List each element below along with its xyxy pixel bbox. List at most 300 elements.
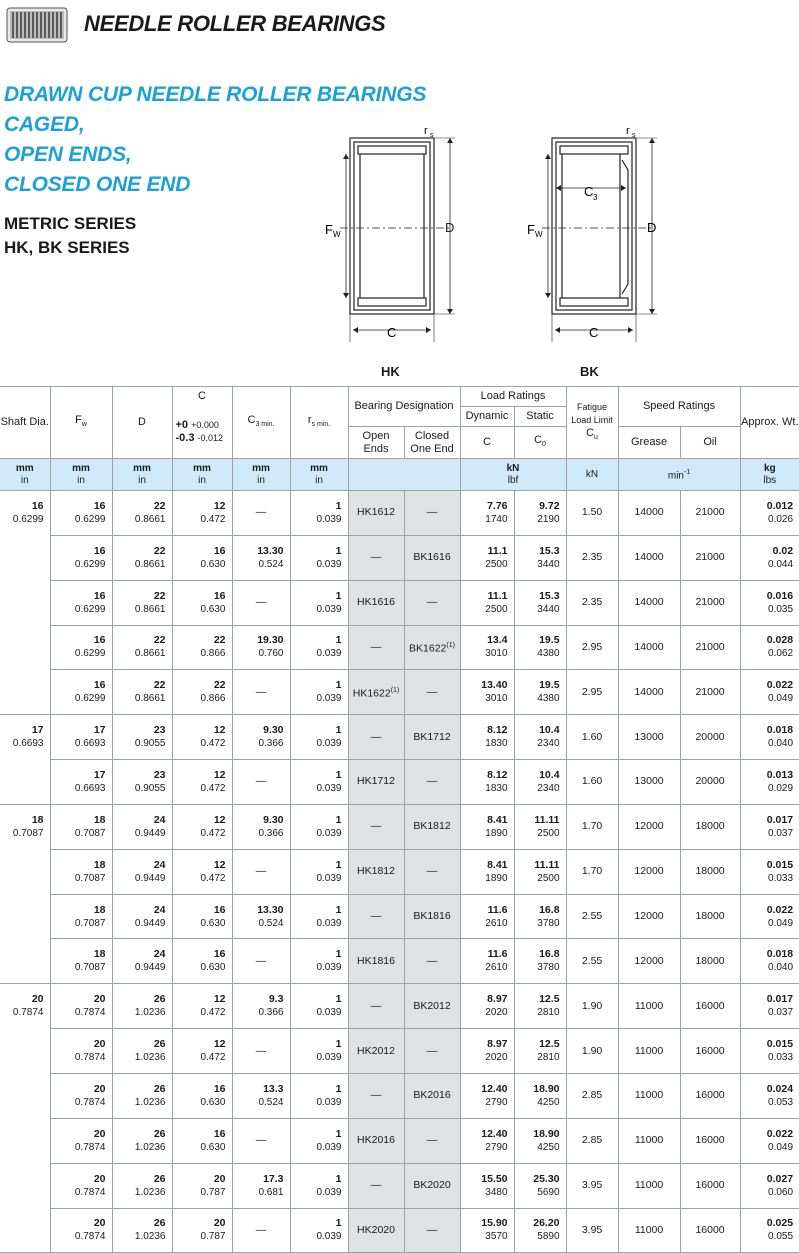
table-cell	[0, 939, 50, 984]
table-cell	[290, 804, 348, 849]
table-cell	[404, 984, 460, 1029]
cell-value: —	[370, 1089, 382, 1102]
table-cell	[618, 1163, 680, 1208]
cell-value-secondary: 0.033	[768, 1052, 794, 1064]
table-cell	[740, 804, 799, 849]
table-cell	[0, 1163, 50, 1208]
cell-value-primary: 26	[153, 1038, 166, 1051]
cell-value: BK2020	[413, 1179, 451, 1192]
hk-series-label: HK	[381, 364, 400, 379]
table-cell	[232, 984, 290, 1029]
cell-value-secondary: 0.039	[316, 513, 342, 525]
table-cell	[514, 491, 566, 536]
table-row	[0, 670, 799, 715]
table-cell	[50, 939, 112, 984]
hk-cross-section-diagram	[320, 120, 520, 350]
cell-value: 18000	[695, 865, 725, 878]
cell-value: 12000	[634, 954, 664, 967]
cell-value: 1.90	[581, 999, 603, 1012]
cell-value: 14000	[634, 551, 664, 564]
cell-value-secondary: 0.8661	[134, 693, 166, 705]
dynamic-header: Dynamic	[460, 407, 514, 427]
cell-value-secondary: 0.9055	[134, 782, 166, 794]
table-cell	[618, 804, 680, 849]
cell-value-primary: 8.97	[487, 1038, 508, 1051]
cell-value-secondary: 0.7874	[74, 1231, 106, 1243]
cell-value-secondary: 2500	[485, 603, 508, 615]
fw-header: $F_w$	[50, 387, 112, 459]
cell-value: 18000	[695, 954, 725, 967]
cell-value: 1.70	[581, 865, 603, 878]
cell-value-secondary: 2500	[537, 872, 560, 884]
cell-value-primary: 16	[93, 544, 106, 557]
cell-value-secondary: 0.787	[200, 1186, 226, 1198]
cell-value: 16000	[695, 1134, 725, 1147]
cell-value-secondary: 0.524	[258, 1096, 284, 1108]
table-cell	[50, 670, 112, 715]
cell-value-primary: 16	[213, 948, 226, 961]
cell-value-secondary: 2790	[485, 1096, 508, 1108]
cell-value-primary: 22	[213, 634, 226, 647]
cell-value: 21000	[695, 596, 725, 609]
table-cell	[112, 1073, 172, 1118]
cell-value-primary: 1	[335, 1217, 342, 1230]
cell-value-secondary: 0.9449	[134, 962, 166, 974]
cell-value-secondary: 2500	[537, 827, 560, 839]
cell-value-secondary: 0.039	[316, 962, 342, 974]
table-cell	[50, 625, 112, 670]
bk-series-label: BK	[580, 364, 599, 379]
unit-cell: kg lbs	[740, 459, 799, 491]
table-cell	[514, 984, 566, 1029]
cell-value-primary: 7.76	[487, 499, 508, 512]
cell-value-primary: 10.4	[539, 768, 560, 781]
cell-value-secondary: 0.681	[258, 1186, 284, 1198]
cell-value: HK1812	[357, 865, 395, 878]
cell-value-primary: 20	[93, 1127, 106, 1140]
table-cell	[50, 580, 112, 625]
unit-cell: mm in	[50, 459, 112, 491]
table-cell	[404, 580, 460, 625]
table-cell	[460, 715, 514, 760]
table-cell	[290, 580, 348, 625]
table-cell	[348, 849, 404, 894]
table-cell	[404, 1029, 460, 1074]
table-cell	[232, 625, 290, 670]
table-cell	[172, 715, 232, 760]
cell-value: —	[426, 1044, 438, 1057]
cell-value: HK1612	[357, 506, 395, 519]
table-cell	[404, 760, 460, 805]
table-cell	[50, 804, 112, 849]
cell-value: HK1622	[352, 687, 391, 700]
table-cell	[50, 491, 112, 536]
cell-value-secondary: 0.037	[768, 827, 794, 839]
cell-value-secondary: 4380	[537, 693, 560, 705]
table-cell	[0, 1073, 50, 1118]
table-cell	[0, 1208, 50, 1253]
series-heading	[4, 212, 136, 260]
rs-label: r	[626, 125, 630, 137]
cell-value-primary: 26	[153, 1172, 166, 1185]
cell-value-primary: 1	[335, 903, 342, 916]
table-cell	[740, 1163, 799, 1208]
table-cell	[50, 1029, 112, 1074]
cell-value-secondary: 0.039	[316, 1007, 342, 1019]
fw-sub-label: W	[535, 230, 543, 239]
rs-sub-label: s	[632, 132, 636, 139]
table-cell	[618, 939, 680, 984]
table-cell	[680, 804, 740, 849]
cell-value-secondary: 0.7087	[74, 962, 106, 974]
table-row	[0, 580, 799, 625]
designation-header: Bearing Designation	[348, 387, 460, 427]
cell-value-secondary: 0.9449	[134, 827, 166, 839]
cell-value-primary: 13.4	[487, 634, 508, 647]
cell-value-primary: 12.5	[539, 993, 560, 1006]
cell-value-secondary: 0.037	[768, 1007, 794, 1019]
cell-value: HK2020	[357, 1223, 395, 1236]
cell-value-secondary: 4250	[537, 1141, 560, 1153]
dyn-c-header: C	[460, 427, 514, 459]
cell-value-primary: 20	[213, 1172, 226, 1185]
table-cell	[50, 1073, 112, 1118]
table-cell	[112, 760, 172, 805]
table-cell	[0, 535, 50, 580]
cell-value-primary: 9.30	[263, 813, 284, 826]
table-row	[0, 625, 799, 670]
cell-value: 11000	[634, 1223, 664, 1236]
cell-value-secondary: 0.049	[768, 693, 794, 705]
table-cell	[566, 939, 618, 984]
table-cell	[232, 1208, 290, 1253]
table-cell	[566, 804, 618, 849]
cell-value-secondary: 0.6299	[74, 648, 106, 660]
cell-value-primary: 13.30	[257, 544, 284, 557]
table-cell	[348, 804, 404, 849]
cell-value: —	[426, 506, 438, 519]
cell-value-secondary: 0.8661	[134, 513, 166, 525]
cell-value-secondary: 0.630	[200, 558, 226, 570]
cell-value: 20000	[695, 775, 725, 788]
table-cell	[680, 1163, 740, 1208]
table-cell	[514, 760, 566, 805]
cell-value-secondary: 0.039	[316, 917, 342, 929]
cell-value: 1.60	[581, 775, 603, 788]
table-row	[0, 1073, 799, 1118]
cell-value: —	[426, 596, 438, 609]
cell-value-primary: 17	[93, 768, 106, 781]
cell-value-secondary: 0.7087	[74, 827, 106, 839]
cell-value-primary: 16	[213, 1082, 226, 1095]
unit-cell: kN	[566, 459, 618, 491]
cell-value-primary: 24	[153, 813, 166, 826]
cell-value-primary: 15.90	[481, 1217, 508, 1230]
table-cell	[514, 535, 566, 580]
table-cell	[0, 491, 50, 536]
table-cell	[232, 670, 290, 715]
cell-value-primary: 0.024	[766, 1082, 794, 1095]
cell-value-primary: 16	[213, 1127, 226, 1140]
cell-value: HK1816	[357, 954, 395, 967]
table-cell	[618, 625, 680, 670]
cell-value-primary: 15.3	[539, 589, 560, 602]
table-cell	[232, 491, 290, 536]
cell-value-secondary: 2020	[485, 1007, 508, 1019]
cell-value-primary: 23	[153, 724, 166, 737]
cell-value-secondary: 0.8661	[134, 603, 166, 615]
table-cell	[290, 625, 348, 670]
series-line: HK, BK SERIES	[4, 238, 130, 257]
table-cell	[514, 670, 566, 715]
table-cell	[290, 984, 348, 1029]
unit-cell: mm in	[0, 459, 50, 491]
cell-value-primary: 11.6	[487, 903, 508, 916]
footnote-marker: (1)	[446, 642, 455, 650]
table-cell	[618, 1208, 680, 1253]
fw-label: F	[325, 222, 333, 237]
cell-value: 12000	[634, 910, 664, 923]
table-cell	[514, 1073, 566, 1118]
table-cell	[566, 580, 618, 625]
table-cell	[404, 715, 460, 760]
cell-value-primary: 1	[335, 1172, 342, 1185]
cell-value: 18000	[695, 910, 725, 923]
table-cell	[460, 1073, 514, 1118]
cell-value: 12000	[634, 865, 664, 878]
cell-value-secondary: 0.044	[768, 558, 794, 570]
cell-value: HK2016	[357, 1134, 395, 1147]
cell-value-primary: 0.02	[772, 544, 794, 557]
table-cell	[618, 1073, 680, 1118]
table-cell	[460, 894, 514, 939]
cell-value: —	[426, 954, 438, 967]
table-cell	[0, 1029, 50, 1074]
table-cell	[0, 670, 50, 715]
cell-value-primary: 18	[93, 858, 106, 871]
unit-cell	[348, 459, 460, 491]
cell-value-secondary: 1.0236	[134, 1231, 166, 1243]
cell-value-secondary: 0.7874	[74, 1096, 106, 1108]
cell-value-primary: 0.017	[766, 993, 794, 1006]
cell-value-primary: 1	[335, 1127, 342, 1140]
table-cell	[172, 1208, 232, 1253]
table-cell	[680, 580, 740, 625]
table-cell	[172, 670, 232, 715]
cell-value-secondary: 0.9449	[134, 872, 166, 884]
cell-value: —	[370, 730, 382, 743]
table-cell	[172, 491, 232, 536]
table-cell	[566, 670, 618, 715]
subtitle-line: CLOSED ONE END	[4, 173, 191, 196]
cell-value-secondary: 0.060	[768, 1186, 794, 1198]
cell-value: 3.95	[581, 1179, 603, 1192]
cell-value-primary: 1	[335, 589, 342, 602]
table-cell	[50, 984, 112, 1029]
table-cell	[618, 715, 680, 760]
cell-value-secondary: 1830	[485, 782, 508, 794]
cell-value-secondary: 0.366	[258, 738, 284, 750]
cell-value: 16000	[695, 1044, 725, 1057]
cell-value-secondary: 0.039	[316, 1096, 342, 1108]
closed-one-end-header: Closed One End	[404, 427, 460, 459]
cell-value-secondary: 2810	[537, 1052, 560, 1064]
table-cell	[460, 1163, 514, 1208]
table-cell	[232, 1118, 290, 1163]
table-cell	[290, 849, 348, 894]
table-cell	[172, 580, 232, 625]
c-label: C	[589, 325, 599, 340]
cell-value-primary: 8.12	[487, 724, 508, 737]
cell-value-primary: 26	[153, 1127, 166, 1140]
table-cell	[232, 715, 290, 760]
cell-value: 11000	[634, 1044, 664, 1057]
cell-value-secondary: 0.039	[316, 827, 342, 839]
table-row	[0, 1029, 799, 1074]
cell-value-primary: 17	[93, 724, 106, 737]
cell-value-secondary: 0.9055	[134, 738, 166, 750]
subtitle-line: OPEN ENDS,	[4, 143, 132, 166]
table-cell	[404, 670, 460, 715]
needle-bearing-icon	[6, 6, 68, 44]
cell-value: 2.55	[581, 954, 603, 967]
cell-value-secondary: 1890	[485, 827, 508, 839]
cell-value-secondary: 0.787	[200, 1231, 226, 1243]
unit-cell: $\min^{-1}$	[618, 459, 740, 491]
cell-value-primary: 11.1	[487, 589, 508, 602]
table-cell	[290, 1073, 348, 1118]
table-cell	[514, 580, 566, 625]
cell-value-primary: 16	[93, 589, 106, 602]
cell-value-secondary: 0.039	[316, 693, 342, 705]
cell-value-secondary: 2610	[485, 917, 508, 929]
cell-value-primary: 12	[213, 768, 226, 781]
cell-value-primary: 16.8	[539, 948, 560, 961]
table-cell	[232, 1163, 290, 1208]
table-cell	[112, 894, 172, 939]
cell-value-secondary: 0.630	[200, 1096, 226, 1108]
table-cell	[514, 1163, 566, 1208]
cell-value: —	[255, 506, 267, 519]
cell-value-secondary: 0.366	[258, 1007, 284, 1019]
cell-value-primary: 12	[213, 813, 226, 826]
cell-value-secondary: 0.039	[316, 1186, 342, 1198]
table-cell	[566, 625, 618, 670]
table-cell	[618, 580, 680, 625]
cell-value-primary: 18.90	[533, 1082, 560, 1095]
cell-value-primary: 16	[93, 499, 106, 512]
table-cell	[460, 849, 514, 894]
cell-value-primary: 8.41	[487, 813, 508, 826]
table-cell	[172, 535, 232, 580]
table-cell	[680, 1073, 740, 1118]
table-cell	[514, 715, 566, 760]
cell-value: 21000	[695, 685, 725, 698]
cell-value: —	[255, 775, 267, 788]
cell-value-secondary: 0.035	[768, 603, 794, 615]
cell-value-primary: 26	[153, 1217, 166, 1230]
cell-value-primary: 8.41	[487, 858, 508, 871]
cell-value: —	[255, 1223, 267, 1236]
cell-value-primary: 23	[153, 768, 166, 781]
cell-value-primary: 11.11	[534, 813, 560, 826]
table-cell	[290, 491, 348, 536]
cell-value-primary: 0.018	[766, 724, 794, 737]
table-cell	[50, 1163, 112, 1208]
cell-value-secondary: 0.6299	[74, 558, 106, 570]
cell-value: 11000	[634, 1089, 664, 1102]
table-cell	[460, 939, 514, 984]
table-cell	[50, 760, 112, 805]
cell-value-primary: 12	[213, 1038, 226, 1051]
cell-value-secondary: 1890	[485, 872, 508, 884]
table-cell	[112, 939, 172, 984]
cell-value-primary: 25.30	[533, 1172, 560, 1185]
table-cell	[680, 760, 740, 805]
cell-value-secondary: 3780	[537, 917, 560, 929]
table-cell	[0, 984, 50, 1029]
table-cell	[618, 535, 680, 580]
cell-value-secondary: 4380	[537, 648, 560, 660]
table-cell	[290, 760, 348, 805]
table-cell	[404, 894, 460, 939]
cell-value-secondary: 0.039	[316, 1231, 342, 1243]
cell-value-secondary: 2340	[537, 782, 560, 794]
table-cell	[232, 535, 290, 580]
cell-value: 12000	[634, 820, 664, 833]
table-cell	[680, 491, 740, 536]
cell-value-secondary: 0.8661	[134, 648, 166, 660]
d-header: D	[112, 387, 172, 459]
unit-cell: kN lbf	[460, 459, 566, 491]
cell-value: 14000	[634, 685, 664, 698]
cell-value: 2.95	[581, 640, 603, 653]
d-label: D	[445, 220, 455, 235]
cell-value-primary: 18	[93, 948, 106, 961]
cell-value-primary: 20	[93, 1217, 106, 1230]
table-cell	[348, 1073, 404, 1118]
table-cell	[740, 1029, 799, 1074]
cell-value: 18000	[695, 820, 725, 833]
cell-value: —	[255, 1134, 267, 1147]
cell-value: —	[426, 1134, 438, 1147]
cell-value-secondary: 2020	[485, 1052, 508, 1064]
cell-value-secondary: 0.760	[258, 648, 284, 660]
cell-value-secondary: 0.524	[258, 558, 284, 570]
subtitle-line: CAGED,	[4, 113, 85, 136]
cell-value-primary: 12	[213, 858, 226, 871]
table-cell	[172, 894, 232, 939]
cell-value-primary: 18	[93, 903, 106, 916]
table-cell	[112, 804, 172, 849]
table-cell	[112, 491, 172, 536]
cell-value-secondary: 0.7874	[74, 1141, 106, 1153]
cell-value-secondary: 3440	[537, 558, 560, 570]
cell-value-primary: 13.3	[263, 1082, 284, 1095]
table-cell	[740, 491, 799, 536]
cell-value: —	[370, 1179, 382, 1192]
cell-value-primary: 17	[31, 724, 44, 737]
cell-value: 1.60	[581, 730, 603, 743]
table-cell	[460, 1208, 514, 1253]
table-cell	[172, 1118, 232, 1163]
table-cell	[112, 1029, 172, 1074]
cell-value-primary: 20	[31, 993, 44, 1006]
table-cell	[460, 804, 514, 849]
table-cell	[566, 1208, 618, 1253]
table-cell	[404, 1073, 460, 1118]
table-cell	[740, 580, 799, 625]
